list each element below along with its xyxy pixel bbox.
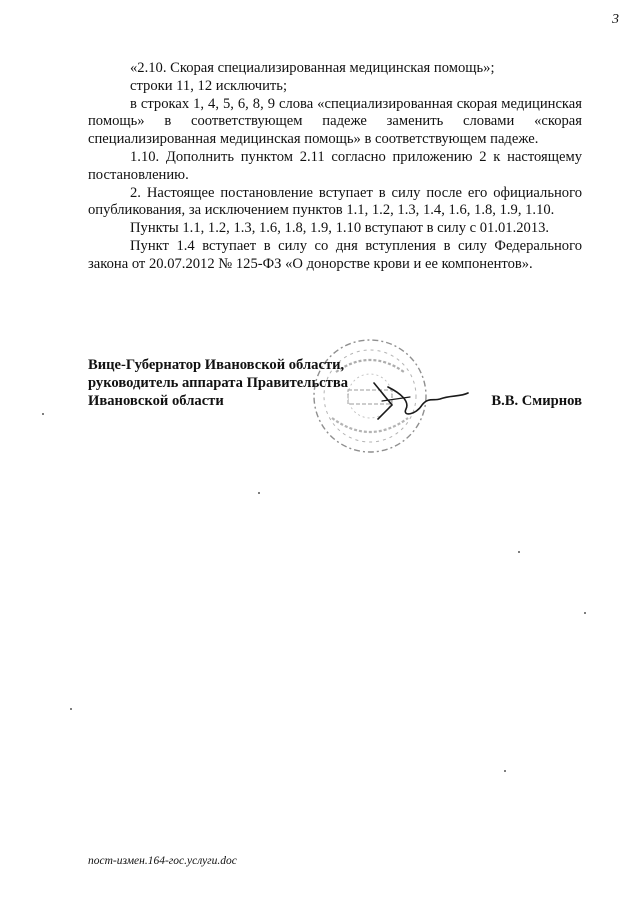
scan-speck — [258, 492, 260, 494]
scan-speck — [70, 708, 72, 710]
scan-speck — [584, 612, 586, 614]
document-body — [88, 60, 582, 274]
paragraph-item-2-10: «2.10. Скорая специализированная медицинская помощь»; — [130, 60, 495, 76]
signatory-position-line-3: Ивановской области — [88, 393, 224, 409]
paragraph-items-effective-date: Пункты 1.1, 1.2, 1.3, 1.6, 1.8, 1.9, 1.10 вступают в силу с 01.01.2013. — [130, 220, 550, 237]
paragraph-item-1-10: 1.10. Дополнить пунктом 2.11 согласно приложению 2 к настоящему постановлению. — [88, 148, 582, 183]
signatory-position — [88, 356, 388, 410]
paragraph-item-1-4-effective: Пункт 1.4 вступает в силу со дня вступления в силу Федерального закона от 20.07.2012 № 125-ФЗ «О донорстве крови и ее компонентов». — [88, 237, 582, 272]
page-number: 3 — [612, 12, 619, 27]
paragraph-rows-replace: в строках 1, 4, 5, 6, 8, 9 слова «специализированная скорая медицинская помощь» в соответствующем падеже заменить словами «скорая специализированная медицинская помощь» в соответствующем падеже. — [88, 95, 582, 148]
scan-speck — [518, 551, 520, 553]
footer-filename: пост-измен.164-гос.услуги.doc — [88, 855, 237, 867]
signatory-name: В.В. Смирнов — [491, 393, 582, 409]
paragraph-item-2-effective: 2. Настоящее постановление вступает в силу после его официального опубликования, за исключением пунктов 1.1, 1.2, 1.3, 1.4, 1.6, 1.8, 1.9, 1.10. — [88, 184, 582, 219]
signatory-position-line-2: руководитель аппарата Правительства — [88, 375, 348, 391]
paragraph-rows-exclude: строки 11, 12 исключить; — [130, 77, 288, 94]
signature-block — [88, 356, 582, 409]
signatory-position-line-1: Вице-Губернатор Ивановской области, — [88, 357, 345, 373]
scan-speck — [504, 770, 506, 772]
scan-speck — [42, 413, 44, 415]
